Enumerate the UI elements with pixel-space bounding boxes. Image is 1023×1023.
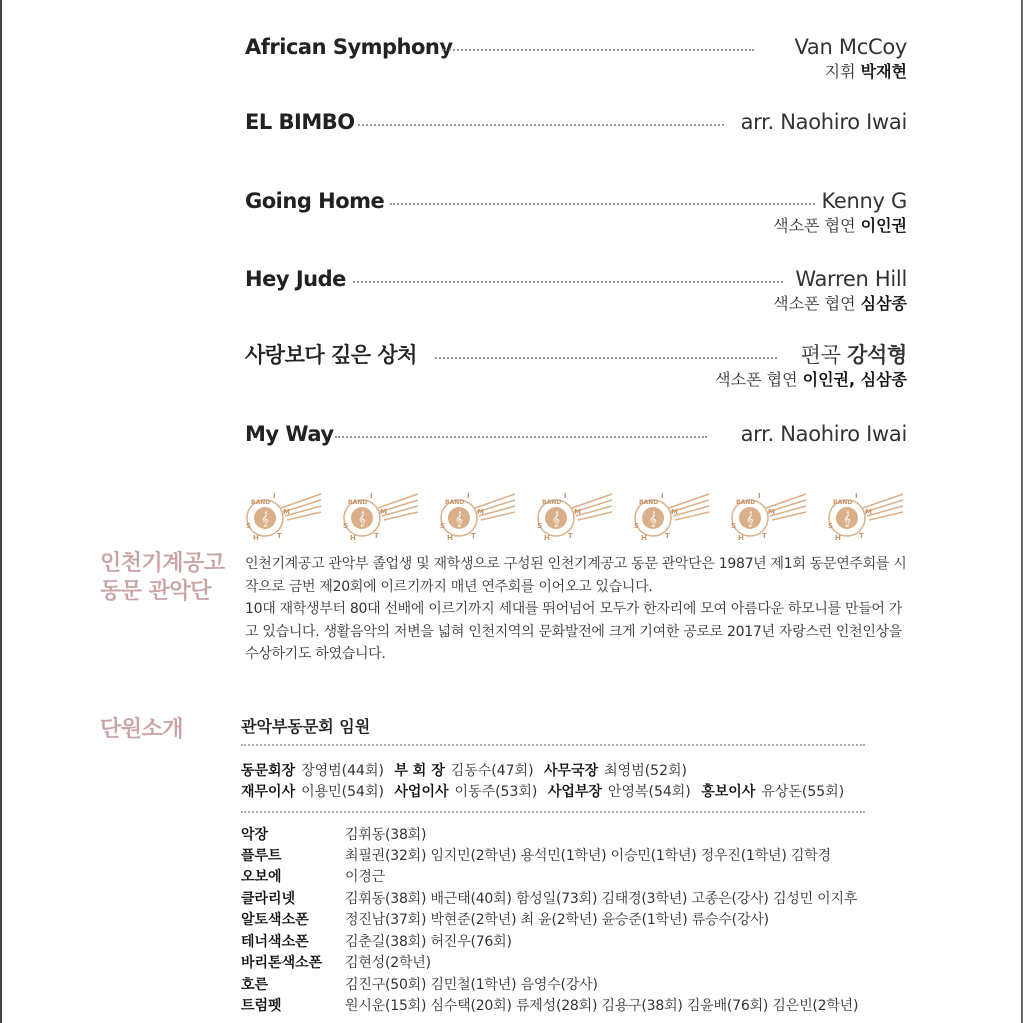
svg-text:I: I [855,492,858,500]
svg-text:𝄞: 𝄞 [843,512,851,527]
svg-text:T: T [568,532,573,540]
program-item [245,266,907,326]
program-item [245,188,907,248]
svg-text:H: H [447,534,453,542]
instrument-row: 클라리넷 김휘동(38회) 배근태(40회) 함성일(73회) 김태경(3학년) 고종은(강사) 김성민 이지후 [241,891,858,907]
performer-note: 지휘 박재현 [824,62,907,81]
band-logo-icon [728,490,808,546]
svg-text:𝄞: 𝄞 [261,512,269,527]
svg-text:S: S [440,522,446,530]
svg-text:M: M [283,508,290,516]
svg-text:T: T [859,532,864,540]
composer: Warren Hill [795,267,907,291]
svg-text:BAND: BAND [542,499,562,506]
piece-title: Hey Jude [245,267,346,291]
svg-text:M: M [768,508,775,516]
svg-text:H: H [641,534,647,542]
dotted-leader [358,124,724,126]
svg-text:𝄞: 𝄞 [455,512,463,527]
program-item [245,421,907,481]
svg-text:S: S [731,522,737,530]
page-left-border [0,0,2,1023]
band-logo-icon [340,490,420,546]
intro-section-title: 인천기계공고 동문 관악단 [100,551,225,604]
instrument-row: 바리톤색소폰 김현성(2학년) [241,955,431,971]
composer: 편곡 강석형 [800,343,907,367]
band-logo-icon [825,490,905,546]
instrument-row: 알토색소폰 정진남(37회) 박현준(2학년) 최 윤(2학년) 윤승준(1학년) 류승수(강사) [241,912,769,928]
svg-text:M: M [671,508,678,516]
band-logo-icon [534,490,614,546]
members-section-title: 단원소개 [100,717,184,742]
svg-text:I: I [273,492,276,500]
officers-row: 동문회장 장영범(44회) 부 회 장 김동수(47회) 사무국장 최영범(52회) [241,763,687,779]
svg-text:S: S [246,522,252,530]
dotted-leader [353,281,783,283]
band-logo-row [243,490,907,546]
svg-text:I: I [467,492,470,500]
svg-text:H: H [544,534,550,542]
piece-title: My Way [245,422,334,446]
band-logo-icon [631,490,711,546]
svg-text:T: T [471,532,476,540]
svg-text:BAND: BAND [445,499,465,506]
svg-text:BAND: BAND [833,499,853,506]
svg-text:I: I [758,492,761,500]
performer-note: 색소폰 협연 이인권, 심삼종 [715,370,907,389]
officers-heading: 관악부동문회 임원 [241,717,371,736]
svg-text:H: H [253,534,259,542]
svg-text:M: M [865,508,872,516]
svg-text:H: H [738,534,744,542]
program-item [245,34,907,94]
svg-text:M: M [574,508,581,516]
svg-text:𝄞: 𝄞 [552,512,560,527]
dotted-divider [241,811,865,813]
svg-text:T: T [762,532,767,540]
svg-text:BAND: BAND [348,499,368,506]
svg-text:S: S [634,522,640,530]
svg-text:BAND: BAND [639,499,659,506]
svg-text:T: T [665,532,670,540]
piece-title: EL BIMBO [245,110,355,134]
svg-text:I: I [661,492,664,500]
svg-text:T: T [277,532,282,540]
instrument-row: 트럼펫 원시운(15회) 심수택(20회) 류제성(28회) 김용구(38회) 김윤배(76회) 김은빈(2학년) [241,998,859,1014]
svg-text:M: M [477,508,484,516]
svg-text:BAND: BAND [251,499,271,506]
program-item [245,342,907,402]
dotted-divider [241,744,865,746]
svg-text:𝄞: 𝄞 [649,512,657,527]
svg-text:S: S [828,522,834,530]
intro-text [245,553,910,666]
officers-row: 재무이사 이용민(54회) 사업이사 이동주(53회) 사업부장 안영복(54회) 홍보이사 유상돈(55회) [241,784,845,800]
svg-text:S: S [537,522,543,530]
svg-text:T: T [374,532,379,540]
piece-title: African Symphony [245,35,453,59]
instrument-row: 오보에 이경근 [241,869,385,885]
piece-title: 사랑보다 깊은 상처 [245,343,417,367]
intro-paragraph: 인천기계공고 관악부 졸업생 및 재학생으로 구성된 인천기계공고 동문 관악단은 1987년 제1회 동문연주회를 시작으로 금번 제20회에 이르기까지 매년 연주회를 이어오고 있습니다. [245,556,907,595]
composer: Van McCoy [794,35,907,59]
svg-text:S: S [343,522,349,530]
performer-note: 색소폰 협연 이인권 [773,216,907,235]
svg-text:I: I [564,492,567,500]
band-logo-icon [243,490,323,546]
instrument-row: 호른 김진구(50회) 김민철(1학년) 음영수(강사) [241,977,598,993]
performer-note: 색소폰 협연 심삼종 [773,294,907,313]
svg-text:𝄞: 𝄞 [746,512,754,527]
instrument-row: 악장 김휘동(38회) [241,827,427,843]
composer: arr. Naohiro Iwai [740,422,907,446]
intro-paragraph: 10대 재학생부터 80대 선배에 이르기까지 세대를 뛰어넘어 모두가 한자리에 모여 아름다운 하모니를 만들어 가고 있습니다. 생활음악의 저변을 넓혀 인천지역의 문화발전에 크게 기여한 공로로 2017년 자랑스런 인천인상을 수상하기도 하였습니다. [245,601,903,662]
dotted-leader [390,203,815,205]
svg-text:H: H [835,534,841,542]
svg-text:I: I [370,492,373,500]
piece-title: Going Home [245,189,385,213]
svg-text:BAND: BAND [736,499,756,506]
program-item [245,109,907,169]
instrument-row: 테너색소폰 김춘길(38회) 허진우(76회) [241,934,512,950]
svg-text:M: M [380,508,387,516]
instrument-row: 플루트 최필권(32회) 임지민(2학년) 용석민(1학년) 이승민(1학년) 정우진(1학년) 김학경 [241,848,831,864]
dotted-leader [335,436,707,438]
composer: arr. Naohiro Iwai [740,110,907,134]
band-logo-icon [437,490,517,546]
svg-text:H: H [350,534,356,542]
dotted-leader [442,49,754,51]
svg-text:𝄞: 𝄞 [358,512,366,527]
composer: Kenny G [821,189,907,213]
